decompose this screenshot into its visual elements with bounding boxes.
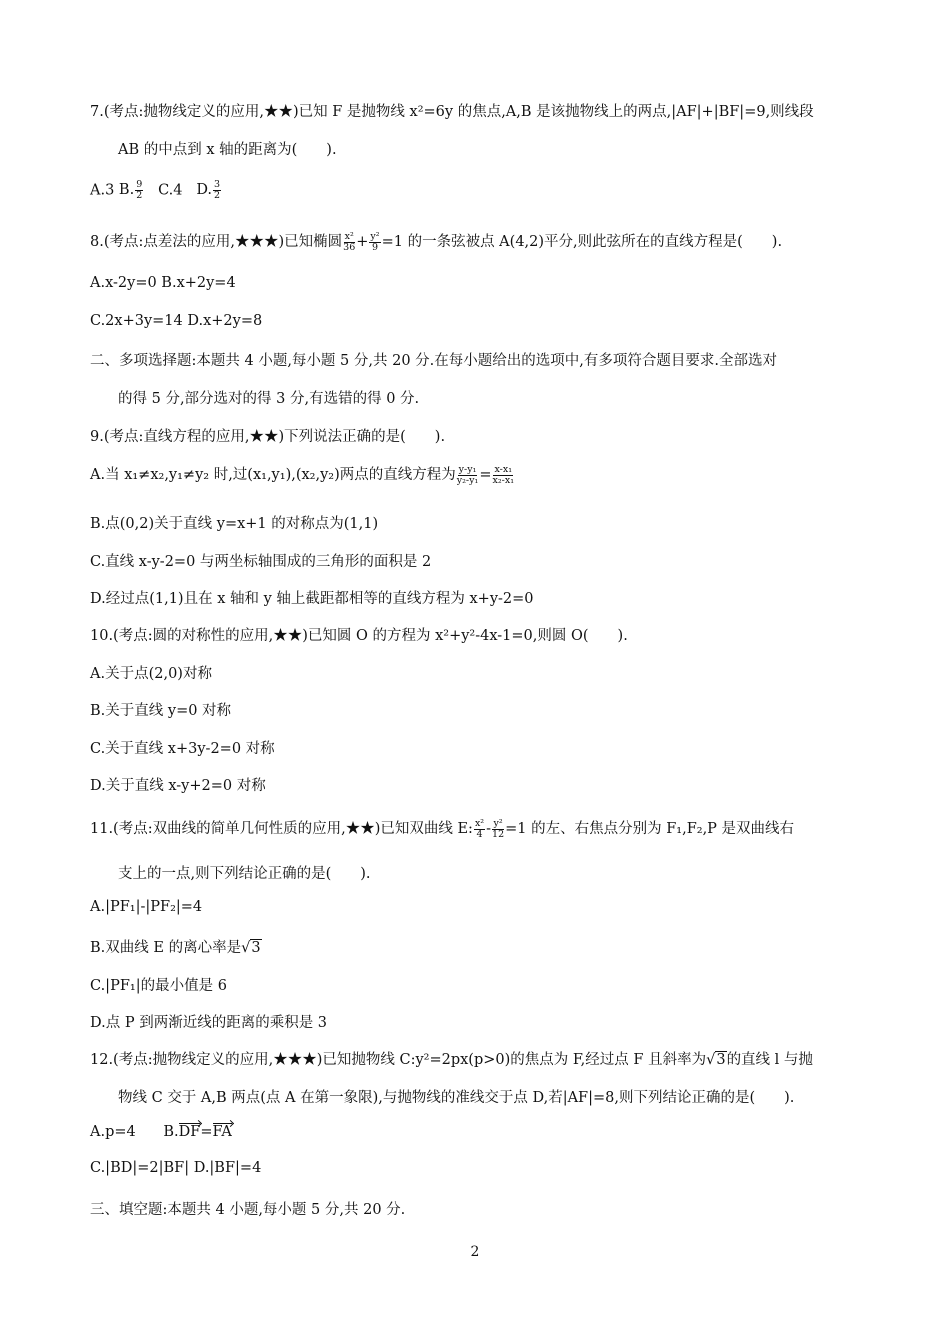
q9-option-a: A.当 x₁≠x₂,y₁≠y₂ 时,过(x₁,y₁),(x₂,y₂)两点的直线方程为 $\frac{\text{y-y₁}}{\text{y₂-y₁}}$ = $\frac{\text{x-x₁}}{\text{x₂-x₁}}$ bbox=[90, 463, 515, 486]
q8-options-ab: A.x-2y=0 B.x+2y=4 bbox=[90, 275, 236, 291]
page-number: 2 bbox=[470, 1244, 480, 1260]
q12-stem-cont: 物线 C 交于 A,B 两点(点 A 在第一象限),与抛物线的准线交于点 D,若|AF|=8,则下列结论正确的是( ). bbox=[118, 1090, 795, 1106]
q12-options-ab bbox=[90, 1123, 870, 1140]
q8-frac-y: $\frac{\text{y²}}{9}$ bbox=[370, 230, 380, 253]
q12-stem: 12.(考点:抛物线定义的应用,★★★)已知抛物线 C:y²=2px(p>0)的焦点为 F,经过点 F 且斜率为√3的直线 l 与抛 bbox=[90, 1052, 813, 1068]
section3-heading: 三、填空题:本题共 4 小题,每小题 5 分,共 20 分. bbox=[90, 1202, 406, 1218]
section2-heading-cont: 的得 5 分,部分选对的得 3 分,有选错的得 0 分. bbox=[118, 391, 420, 407]
q7-option-c: C.4 bbox=[158, 182, 183, 199]
q12-option-a: A.p=4 bbox=[90, 1124, 136, 1140]
q7-stem: 7.(考点:抛物线定义的应用,★★)已知 F 是抛物线 x²=6y 的焦点,A,B 是该抛物线上的两点,|AF|+|BF|=9,则线段 bbox=[90, 104, 814, 120]
section2-heading: 二、多项选择题:本题共 4 小题,每小题 5 分,共 20 分.在每小题给出的选项中,有多项符合题目要求.全部选对 bbox=[90, 353, 777, 369]
q9-option-b: B.点(0,2)关于直线 y=x+1 的对称点为(1,1) bbox=[90, 516, 379, 532]
q8-options-cd: C.2x+3y=14 D.x+2y=8 bbox=[90, 313, 263, 329]
q7-stem-cont: AB 的中点到 x 轴的距离为( ). bbox=[118, 142, 337, 158]
q8-frac-x: $\frac{\text{x²}}{36}$ bbox=[343, 230, 356, 253]
q10-option-c: C.关于直线 x+3y-2=0 对称 bbox=[90, 741, 275, 757]
q10-stem: 10.(考点:圆的对称性的应用,★★)已知圆 O 的方程为 x²+y²-4x-1=0,则圆 O( ). bbox=[90, 628, 628, 644]
q7-option-d: D. $\frac{3}{2}$ bbox=[196, 179, 221, 201]
q9-stem: 9.(考点:直线方程的应用,★★)下列说法正确的是( ). bbox=[90, 429, 446, 445]
q9-option-d: D.经过点(1,1)且在 x 轴和 y 轴上截距都相等的直线方程为 x+y-2=0 bbox=[90, 591, 534, 607]
q10-option-d: D.关于直线 x-y+2=0 对称 bbox=[90, 778, 266, 794]
q7-option-a: A.3 bbox=[90, 182, 115, 199]
q11-option-a: A.|PF₁|-|PF₂|=4 bbox=[90, 899, 203, 915]
q11-option-d: D.点 P 到两渐近线的距离的乘积是 3 bbox=[90, 1015, 328, 1031]
sqrt-symbol: √3 bbox=[241, 940, 261, 956]
q10-option-b: B.关于直线 y=0 对称 bbox=[90, 703, 232, 719]
q7-options bbox=[90, 180, 870, 201]
q10-option-a: A.关于点(2,0)对称 bbox=[90, 666, 212, 682]
q11-option-c: C.|PF₁|的最小值是 6 bbox=[90, 978, 227, 994]
sqrt-symbol: √3 bbox=[706, 1052, 726, 1068]
q8-stem: 8.(考点:点差法的应用,★★★)已知椭圆 $\frac{\text{x²}}{36}$ + $\frac{\text{y²}}{9}$ =1 的一条弦被点 A(4,2)平分,则此弦所在的直线方程是( ). bbox=[90, 230, 783, 253]
q12-option-b: B.DF=FA bbox=[163, 1124, 232, 1140]
q7-option-b: B. $\frac{9}{2}$ bbox=[118, 179, 143, 201]
q12-options-cd: C.|BD|=2|BF| D.|BF|=4 bbox=[90, 1160, 262, 1176]
q11-option-b: B.双曲线 E 的离心率是√3 bbox=[90, 940, 261, 956]
q11-stem-cont: 支上的一点,则下列结论正确的是( ). bbox=[118, 866, 371, 882]
q9-option-c: C.直线 x-y-2=0 与两坐标轴围成的三角形的面积是 2 bbox=[90, 554, 432, 570]
q11-stem: 11.(考点:双曲线的简单几何性质的应用,★★)已知双曲线 E: $\frac{\text{x²}}{4}$ - $\frac{\text{y²}}{12}$ =1 的左、右焦点分别为 F₁,F₂,P 是双曲线右 bbox=[90, 817, 795, 840]
